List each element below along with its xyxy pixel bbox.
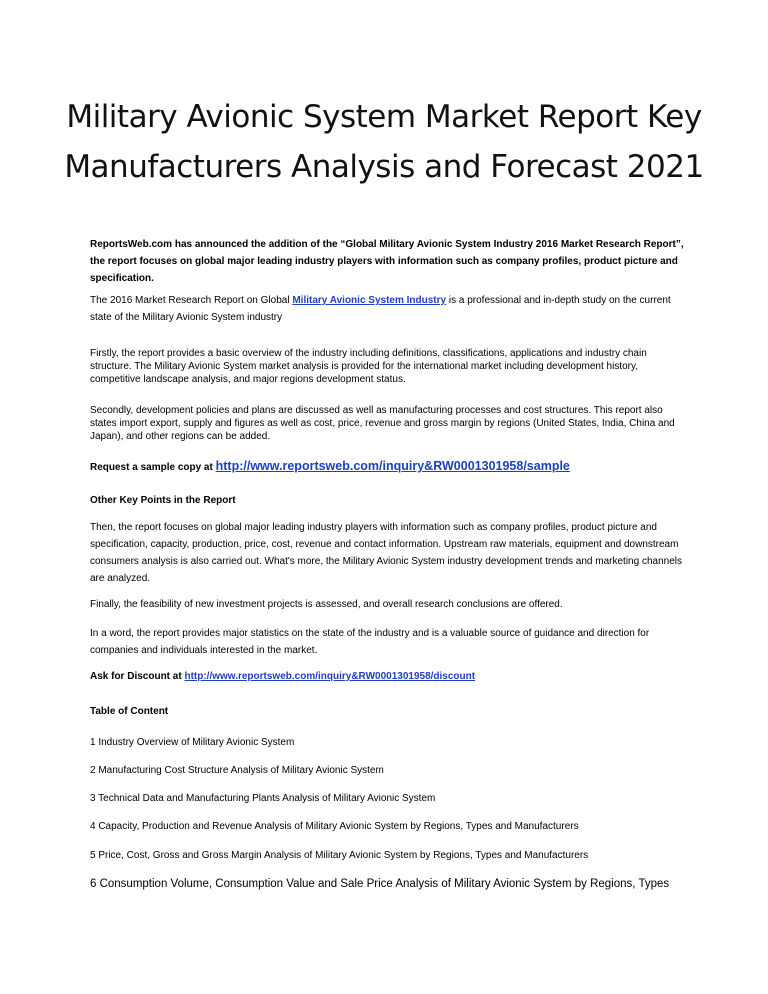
intro-paragraph: ReportsWeb.com has announced the addition of the “Global Military Avionic System Industry 2016 Market Research Report”, the report focuses on global major leading industry players with information such as company profiles, product picture and specification. <box>90 239 684 284</box>
toc-item: 3 Technical Data and Manufacturing Plants Analysis of Military Avionic System <box>90 793 436 804</box>
title-line-1: Military Avionic System Market Report Key <box>66 99 702 135</box>
page-title <box>60 92 708 192</box>
sample-request-line <box>90 458 690 476</box>
market-report-text-after: is a professional and in-depth study on the current state of the Military Avionic System industry <box>90 295 671 323</box>
sample-link[interactable]: http://www.reportsweb.com/inquiry&RW0001301958/sample <box>215 459 570 473</box>
key-players-paragraph: Then, the report focuses on global major leading industry players with information such as company profiles, product picture and specification, capacity, production, price, cost, revenue and contact information. Upstream raw materials, equipment and downstream consumers analysis is also carried out. What's more, the Military Avionic System industry development trends and marketing channels are analyzed. <box>90 522 682 584</box>
toc-heading: Table of Content <box>90 706 169 717</box>
discount-line <box>90 668 690 685</box>
title-line-2: Manufacturers Analysis and Forecast 2021 <box>64 149 704 185</box>
toc-item: 2 Manufacturing Cost Structure Analysis of Military Avionic System <box>90 765 384 776</box>
toc-item: 4 Capacity, Production and Revenue Analysis of Military Avionic System by Regions, Types and Manufacturers <box>90 821 579 832</box>
toc-item: 1 Industry Overview of Military Avionic System <box>90 737 295 748</box>
discount-link[interactable]: http://www.reportsweb.com/inquiry&RW0001301958/discount <box>184 671 476 682</box>
toc-item: 5 Price, Cost, Gross and Gross Margin Analysis of Military Avionic System by Regions, Types and Manufacturers <box>90 850 589 861</box>
discount-label: Ask for Discount at <box>90 671 185 682</box>
toc-item: 6 Consumption Volume, Consumption Value and Sale Price Analysis of Military Avionic System by Regions, Types <box>90 878 670 890</box>
market-report-paragraph <box>90 292 690 326</box>
industry-link[interactable]: Military Avionic System Industry <box>292 295 447 306</box>
sample-request-label: Request a sample copy at <box>90 462 216 473</box>
key-points-heading: Other Key Points in the Report <box>90 495 236 506</box>
feasibility-paragraph: Finally, the feasibility of new investment projects is assessed, and overall research conclusions are offered. <box>90 599 563 610</box>
summary-paragraph: In a word, the report provides major statistics on the state of the industry and is a valuable source of guidance and direction for companies and individuals interested in the market. <box>90 628 650 656</box>
policies-paragraph: Secondly, development policies and plans are discussed as well as manufacturing processes and cost structures. This report also states import export, supply and figures as well as cost, price, revenue and gross margin by regions (United States, India, China and Japan), and other regions can be added. <box>90 405 675 442</box>
overview-paragraph: Firstly, the report provides a basic overview of the industry including definitions, classifications, applications and industry chain structure. The Military Avionic System market analysis is provided for the international market including development history, competitive landscape analysis, and major regions development status. <box>90 348 647 385</box>
market-report-text-before: The 2016 Market Research Report on Global <box>90 295 293 306</box>
